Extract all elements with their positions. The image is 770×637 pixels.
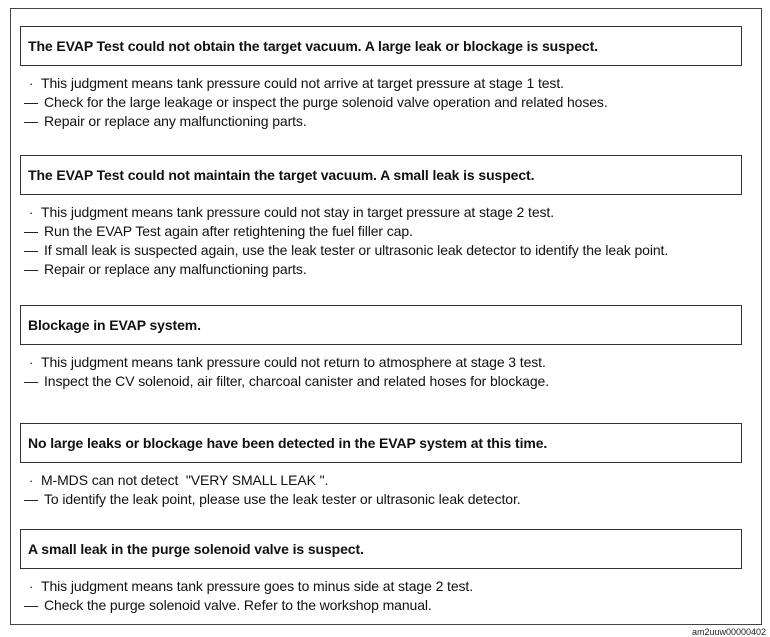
dash-mark: — (24, 261, 38, 277)
list-item (20, 93, 742, 112)
figure-code: am2uuw00000402 (691, 627, 766, 637)
section-blockage (20, 305, 742, 391)
section-header: No large leaks or blockage have been detected in the EVAP system at this time. (20, 423, 742, 463)
list-item (20, 596, 742, 615)
dash-mark: — (24, 242, 38, 258)
list-item-text: This judgment means tank pressure could not return to atmosphere at stage 3 test. (41, 354, 546, 370)
list-item (20, 471, 742, 490)
section-header: Blockage in EVAP system. (20, 305, 742, 345)
dash-mark: — (24, 491, 38, 507)
list-item-text: This judgment means tank pressure could not stay in target pressure at stage 2 test. (41, 204, 554, 220)
list-item-text: M-MDS can not detect "VERY SMALL LEAK ". (41, 472, 329, 488)
section-small-leak (20, 155, 742, 279)
list-item-text: Inspect the CV solenoid, air filter, charcoal canister and related hoses for blockage. (44, 373, 550, 389)
list-item-text: Run the EVAP Test again after retightening the fuel filler cap. (44, 223, 413, 239)
bullet-mark: · (29, 76, 34, 91)
section-lines (20, 353, 742, 391)
list-item-text: Repair or replace any malfunctioning parts. (44, 261, 307, 277)
list-item (20, 222, 742, 241)
list-item-text: Check for the large leakage or inspect the purge solenoid valve operation and related hoses. (44, 94, 608, 110)
section-purge-valve-leak (20, 529, 742, 615)
list-item-text: This judgment means tank pressure could not arrive at target pressure at stage 1 test. (41, 75, 564, 91)
list-item (20, 203, 742, 222)
list-item (20, 353, 742, 372)
list-item (20, 241, 742, 260)
bullet-mark: · (29, 473, 34, 488)
list-item-text: To identify the leak point, please use the leak tester or ultrasonic leak detector. (44, 491, 521, 507)
list-item-text: Check the purge solenoid valve. Refer to the workshop manual. (44, 597, 432, 613)
section-no-leak (20, 423, 742, 509)
section-header: The EVAP Test could not obtain the target vacuum. A large leak or blockage is suspect. (20, 26, 742, 66)
section-lines (20, 471, 742, 509)
list-item-text: Repair or replace any malfunctioning parts. (44, 113, 307, 129)
bullet-mark: · (29, 205, 34, 220)
dash-mark: — (24, 113, 38, 129)
section-lines (20, 577, 742, 615)
list-item (20, 260, 742, 279)
section-lines (20, 203, 742, 279)
list-item (20, 577, 742, 596)
list-item (20, 74, 742, 93)
list-item-text: If small leak is suspected again, use the leak tester or ultrasonic leak detector to identify the leak point. (44, 242, 669, 258)
dash-mark: — (24, 373, 38, 389)
list-item-text: This judgment means tank pressure goes to minus side at stage 2 test. (41, 578, 473, 594)
list-item (20, 372, 742, 391)
section-large-leak (20, 26, 742, 131)
section-header: The EVAP Test could not maintain the target vacuum. A small leak is suspect. (20, 155, 742, 195)
section-lines (20, 74, 742, 131)
section-header: A small leak in the purge solenoid valve is suspect. (20, 529, 742, 569)
list-item (20, 112, 742, 131)
dash-mark: — (24, 94, 38, 110)
bullet-mark: · (29, 579, 34, 594)
dash-mark: — (24, 597, 38, 613)
dash-mark: — (24, 223, 38, 239)
list-item (20, 490, 742, 509)
bullet-mark: · (29, 355, 34, 370)
